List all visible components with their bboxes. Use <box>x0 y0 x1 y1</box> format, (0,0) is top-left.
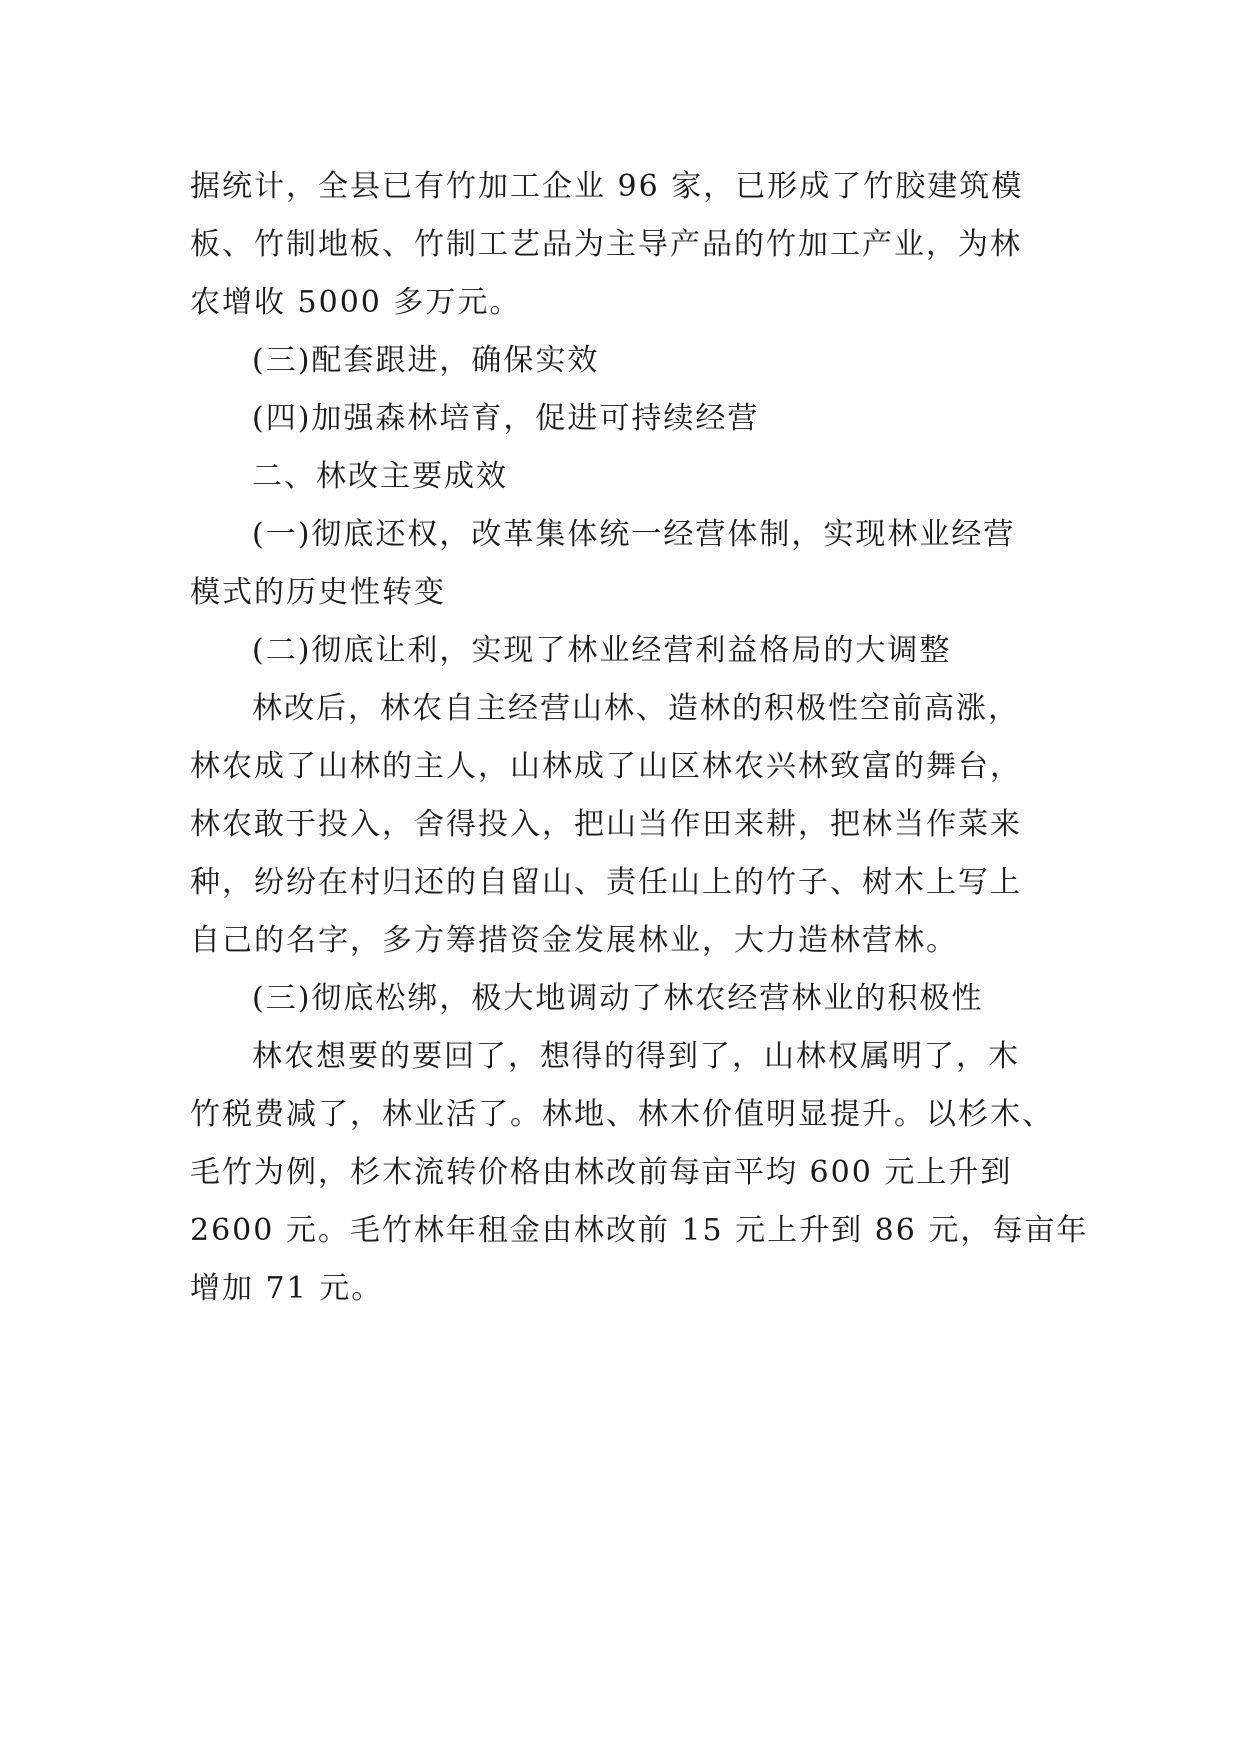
chapter-heading: 二、林改主要成效 <box>252 459 508 494</box>
text-line: 毛竹为例，杉木流转价格由林改前每亩平均 600 元上升到 <box>190 1155 1013 1190</box>
text-line: 自己的名字，多方筹措资金发展林业，大力造林营林。 <box>190 923 958 958</box>
text-line: 增加 71 元。 <box>190 1271 384 1306</box>
section-heading: (四)加强森林培育，促进可持续经营 <box>252 401 760 436</box>
text-line: 林农成了山林的主人，山林成了山区林农兴林致富的舞台， <box>190 749 1022 784</box>
text-line: 据统计，全县已有竹加工企业 96 家，已形成了竹胶建筑模 <box>190 169 1024 204</box>
section-heading: (一)彻底还权，改革集体统一经营体制，实现林业经营 <box>252 517 1016 552</box>
section-heading: (三)配套跟进，确保实效 <box>252 343 600 378</box>
text-line: 种，纷纷在村归还的自留山、责任山上的竹子、树木上写上 <box>190 865 1022 900</box>
text-line: 农增收 5000 多万元。 <box>190 285 522 320</box>
text-line: 林农想要的要回了，想得的得到了，山林权属明了，木 <box>252 1039 1020 1074</box>
text-line: 林改后，林农自主经营山林、造林的积极性空前高涨， <box>252 691 1020 726</box>
section-heading: (二)彻底让利，实现了林业经营利益格局的大调整 <box>252 633 952 668</box>
text-line: 板、竹制地板、竹制工艺品为主导产品的竹加工产业，为林 <box>190 227 1022 262</box>
text-line: 竹税费减了，林业活了。林地、林木价值明显提升。以杉木、 <box>190 1097 1054 1132</box>
section-heading-continued: 模式的历史性转变 <box>190 575 446 610</box>
section-heading: (三)彻底松绑，极大地调动了林农经营林业的积极性 <box>252 981 984 1016</box>
document-body <box>190 158 1089 1318</box>
text-line: 2600 元。毛竹林年租金由林改前 15 元上升到 86 元，每亩年 <box>190 1213 1089 1248</box>
text-line: 林农敢于投入，舍得投入，把山当作田来耕，把林当作菜来 <box>190 807 1022 842</box>
